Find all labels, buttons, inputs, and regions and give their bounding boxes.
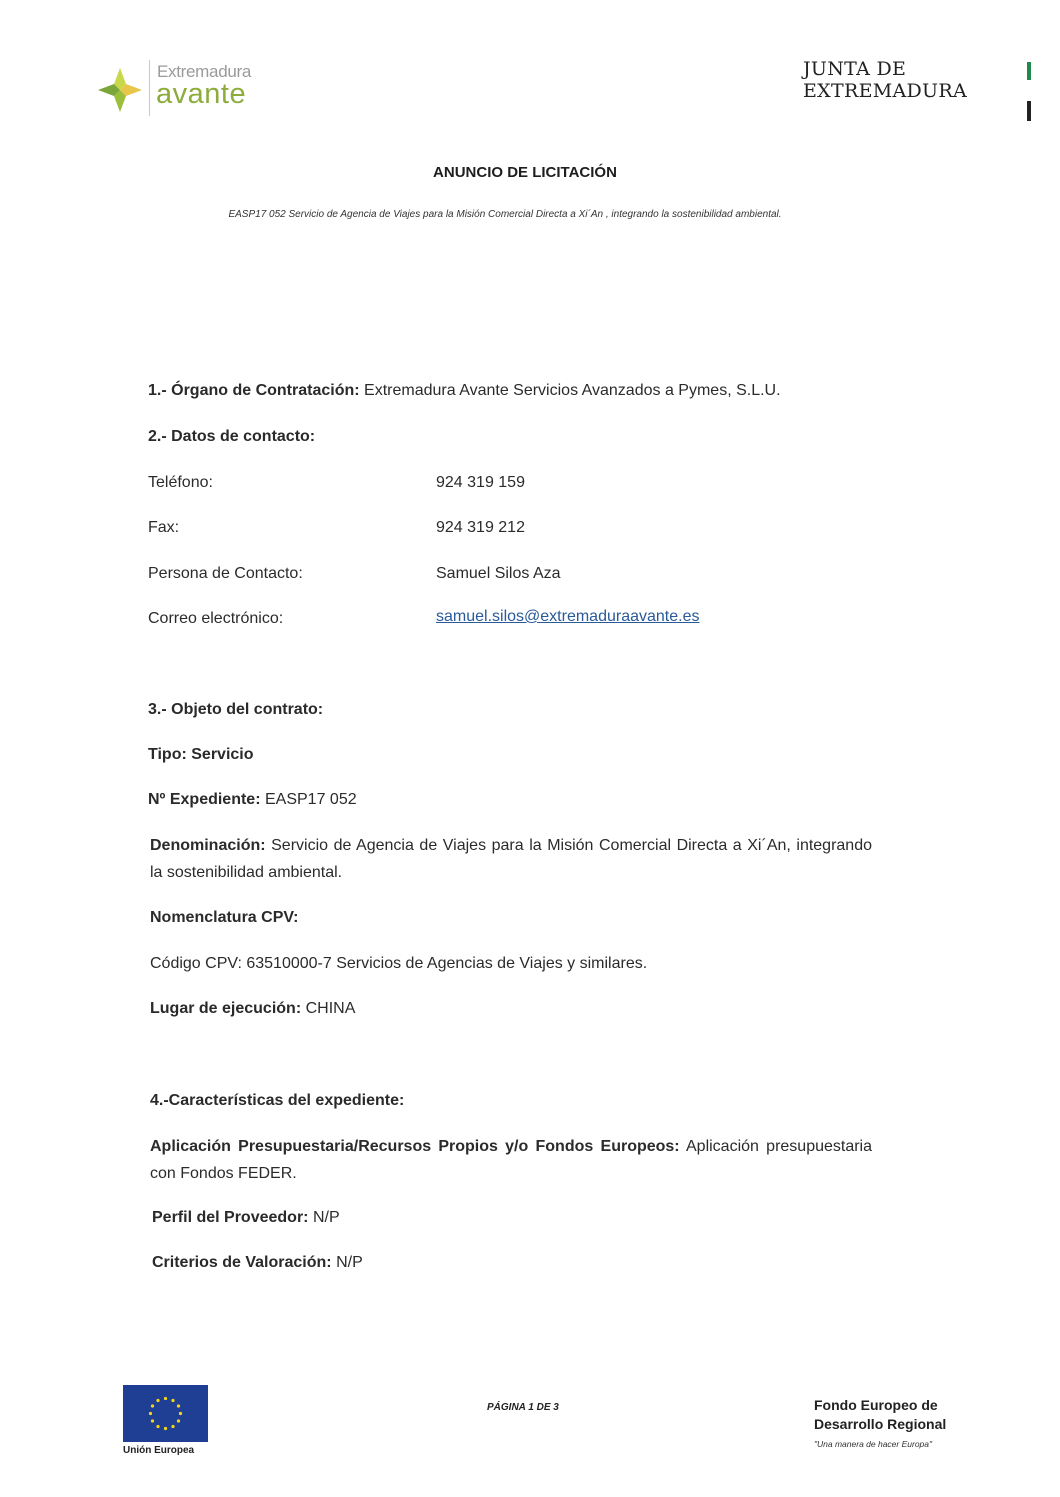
codigo-cpv-line: Código CPV: 63510000-7 Servicios de Agencias de Viajes y similares. xyxy=(150,955,648,972)
perfil-line xyxy=(152,1209,340,1227)
section-caracteristicas-heading xyxy=(150,1092,404,1110)
lugar-value: CHINA xyxy=(305,1000,356,1017)
eu-star xyxy=(151,1404,154,1407)
lugar-label: Lugar de ejecución: xyxy=(150,1000,302,1017)
aplicacion-label: Aplicación Presupuestaria/Recursos Propios y/o Fondos Europeos: xyxy=(150,1138,680,1155)
criterios-label: Criterios de Valoración: xyxy=(152,1254,332,1271)
expediente-line xyxy=(148,791,357,809)
eu-star xyxy=(151,1419,154,1422)
contacto-heading-text: 2.- Datos de contacto: xyxy=(148,428,316,445)
expediente-label: Nº Expediente: xyxy=(148,791,261,808)
logo-text-avante: avante xyxy=(156,78,247,110)
logo-text-extremadura: Extremadura xyxy=(157,62,252,81)
page-number: PÁGINA 1 DE 3 xyxy=(487,1402,559,1413)
telefono-value: 924 319 159 xyxy=(436,474,525,491)
eu-label: Unión Europea xyxy=(123,1445,195,1456)
fax-value: 924 319 212 xyxy=(436,519,525,536)
criterios-line xyxy=(152,1254,363,1272)
objeto-heading-text: 3.- Objeto del contrato: xyxy=(148,701,324,718)
email-link[interactable]: samuel.silos@extremaduraavante.es xyxy=(436,608,700,625)
tipo-text: Tipo: Servicio xyxy=(148,746,254,763)
fondo-line2: Desarrollo Regional xyxy=(814,1416,947,1432)
eu-star xyxy=(179,1412,182,1415)
eu-star xyxy=(177,1404,180,1407)
eu-star xyxy=(171,1399,174,1402)
organo-label: 1.- Órgano de Contratación: xyxy=(148,382,360,399)
caracteristicas-heading-text: 4.-Características del expediente: xyxy=(150,1092,405,1109)
denominacion-value: Servicio de Agencia de Viajes para la Misión Comercial Directa a Xi´An, integrando la sostenibilidad ambiental. xyxy=(150,837,872,881)
fondo-tagline: "Una manera de hacer Europa" xyxy=(814,1439,933,1449)
eu-star xyxy=(156,1399,159,1402)
section-organo xyxy=(148,382,781,400)
expediente-value: EASP17 052 xyxy=(264,791,357,808)
eu-star xyxy=(156,1425,159,1428)
criterios-value: N/P xyxy=(336,1254,363,1271)
correo-label: Correo electrónico: xyxy=(148,610,284,627)
denominacion-label: Denominación: xyxy=(150,837,266,854)
fax-label: Fax: xyxy=(148,519,180,536)
eu-star xyxy=(171,1425,174,1428)
eu-star xyxy=(177,1419,180,1422)
aplicacion-value: Aplicación presupuestaria con Fondos FEDER. xyxy=(150,1138,873,1182)
eu-flag-icon xyxy=(123,1385,208,1442)
eu-star xyxy=(164,1427,167,1430)
section-contacto-heading xyxy=(148,428,315,446)
nomenclatura-text: Nomenclatura CPV: xyxy=(150,909,299,926)
lugar-line xyxy=(150,1000,355,1018)
fondo-line1: Fondo Europeo de xyxy=(814,1397,938,1413)
persona-contacto-label: Persona de Contacto: xyxy=(148,565,303,582)
nomenclatura-line xyxy=(150,909,298,927)
document-title: ANUNCIO DE LICITACIÓN xyxy=(433,164,617,181)
junta-dark-bar xyxy=(1027,101,1031,121)
telefono-label: Teléfono: xyxy=(148,474,213,491)
eu-star xyxy=(149,1412,152,1415)
persona-contacto-value: Samuel Silos Aza xyxy=(436,565,561,582)
avante-logo-icon xyxy=(96,66,144,114)
perfil-label: Perfil del Proveedor: xyxy=(152,1209,309,1226)
denominacion-paragraph xyxy=(150,832,872,886)
section-objeto-heading xyxy=(148,701,323,719)
aplicacion-paragraph xyxy=(150,1133,872,1187)
perfil-value: N/P xyxy=(312,1209,340,1226)
tipo-line xyxy=(148,746,254,764)
junta-green-bar xyxy=(1027,62,1031,80)
junta-de-extremadura-title: JUNTA DE EXTREMADURA xyxy=(803,58,967,102)
organo-value: Extremadura Avante Servicios Avanzados a Pymes, S.L.U. xyxy=(364,382,781,399)
eu-star xyxy=(164,1397,167,1400)
document-subtitle: EASP17 052 Servicio de Agencia de Viajes para la Misión Comercial Directa a Xi´An , integrando la sostenibilidad ambiental. xyxy=(228,209,782,220)
logo-divider xyxy=(149,60,150,116)
